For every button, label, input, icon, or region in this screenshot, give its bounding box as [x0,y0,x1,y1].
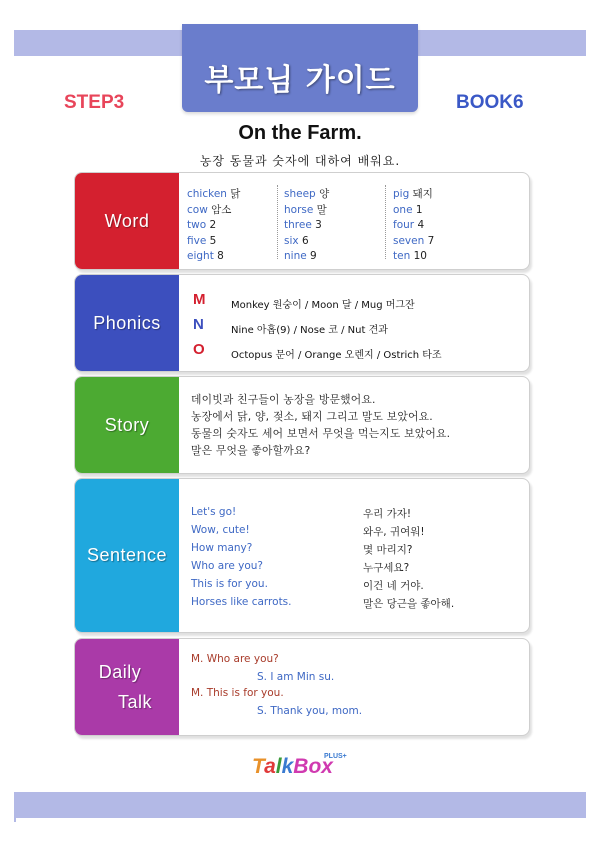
phonics-content [179,275,529,371]
word-item: cow 암소 [187,203,232,216]
logo-letter: l [275,755,282,778]
sentence-section [74,478,530,633]
sentence-english: Wow, cute! [191,524,250,536]
word-item: seven 7 [393,234,435,247]
word-item: four 4 [393,219,425,231]
phonics-words: Monkey 원숭이 / Moon 달 / Mug 머그잔 [231,300,415,311]
phonics-letter: N [193,316,204,333]
word-column [284,187,329,265]
book-label: BOOK6 [456,92,524,113]
column-divider [385,185,386,259]
daily-label-line: Daily [98,662,142,682]
word-item: chicken 닭 [187,188,241,200]
word-item: pig 돼지 [393,188,433,200]
story-text [191,391,450,459]
dialogue-son: S. Thank you, mom. [257,705,363,717]
sentence-english: Let's go! [191,506,237,518]
logo-letter: T [252,755,265,778]
guide-title-tab [182,24,418,112]
daily-talk-section [74,638,530,736]
sentence-korean: 이건 네 거야. [363,580,424,592]
logo-word: Box [293,755,333,778]
sentence-english: This is for you. [191,578,268,590]
phonics-letter: M [193,291,206,308]
phonics-letter: O [193,341,205,358]
sentence-label-text: Sentence [86,545,168,565]
dialogue-mom: M. Who are you? [191,653,279,665]
bottom-band [14,792,586,818]
word-section [74,172,530,270]
dialogue-son: S. I am Min su. [257,671,335,683]
guide-title: 부모님 가이드 [204,63,396,98]
dialogue-mom: M. This is for you. [191,687,284,699]
story-line: 데이빗과 친구들이 농장을 방문했어요. [191,393,376,406]
sentence-korean: 말은 당근을 좋아해. [363,598,455,610]
phonics-label-text: Phonics [93,312,161,333]
word-item: one 1 [393,203,423,216]
word-item: five 5 [187,234,217,247]
page-subtitle: 농장 동물과 숫자에 대하여 배워요. [199,154,401,168]
word-item: three 3 [284,219,322,231]
word-item: sheep 양 [284,188,330,200]
word-label-text: Word [104,210,150,231]
sentence-korean: 와우, 귀여워! [363,526,425,538]
word-item: nine 9 [284,250,317,262]
sentence-english: Who are you? [191,560,263,572]
sentence-content [179,479,529,632]
story-line: 동물의 숫자도 세어 보면서 무엇을 먹는지도 보았어요. [191,427,451,440]
daily-label-line: Talk [117,692,152,712]
word-item: six 6 [284,234,309,247]
sentence-english: How many? [191,542,253,554]
page-title: On the Farm. [238,122,362,144]
logo-letter: k [281,755,294,778]
sentence-korean: 누구세요? [363,562,410,574]
word-label [75,173,179,269]
story-label [75,377,179,473]
story-line: 농장에서 닭, 양, 젖소, 돼지 그리고 말도 보았어요. [191,410,433,423]
logo-plus: PLUS+ [324,753,347,760]
word-item: ten 10 [393,250,427,262]
word-item: horse 말 [284,203,327,216]
step-label: STEP3 [64,92,125,113]
story-line: 말은 무엇을 좋아할까요? [191,444,311,457]
word-item: two 2 [187,219,217,231]
phonics-section [74,274,530,372]
word-content [179,173,529,269]
story-content [179,377,529,473]
phonics-label [75,275,179,371]
word-item: eight 8 [187,250,224,262]
column-divider [277,185,278,259]
sentence-english: Horses like carrots. [191,596,292,608]
daily-talk-label [75,639,179,735]
word-column [187,187,240,265]
story-label-text: Story [104,414,150,435]
phonics-words: Octopus 문어 / Orange 오렌지 / Ostrich 타조 [231,350,442,361]
sentence-label [75,479,179,632]
phonics-words: Nine 아홉(9) / Nose 코 / Nut 견과 [231,325,388,336]
word-column [393,187,434,265]
story-section [74,376,530,474]
sentence-korean: 우리 가자! [363,508,412,520]
edge-mark [14,808,16,822]
sentence-korean: 몇 마리지? [363,544,413,556]
daily-talk-content [179,639,529,735]
logo-letter: a [264,755,276,778]
talkbox-logo [252,755,352,785]
